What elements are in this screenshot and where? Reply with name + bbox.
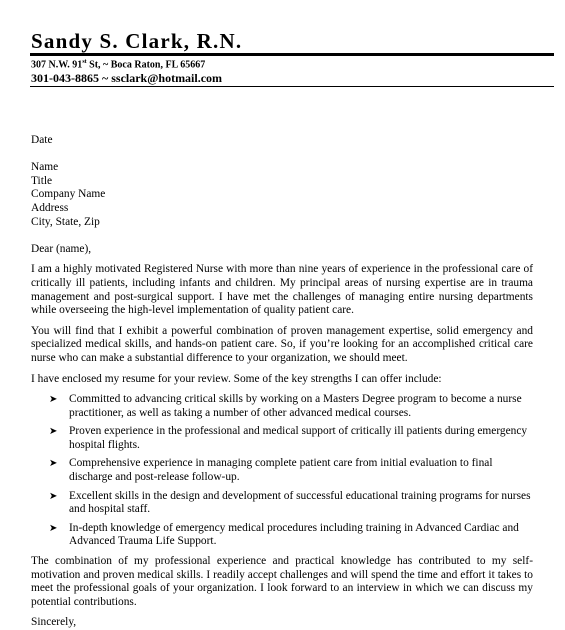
letterhead-contact: 301-043-8865 ~ ssclark@hotmail.com [31, 71, 223, 85]
arrowhead-bullet-icon: ➤ [49, 394, 58, 406]
list-item [31, 490, 533, 517]
letterhead-name: Sandy S. Clark, R.N. [31, 29, 243, 53]
letter-body [31, 134, 533, 630]
letter-date: Date [31, 134, 53, 146]
list-item [31, 522, 533, 549]
salutation: Dear (name), [31, 242, 92, 255]
signoff: Sincerely, [31, 616, 77, 629]
letterhead-divider-thick [30, 53, 554, 56]
letterhead-divider-thin [30, 86, 554, 87]
arrowhead-bullet-icon: ➤ [49, 458, 58, 470]
list-item-text: Excellent skills in the design and development of successful educational training programs for nurses and hospital staff. [69, 489, 531, 516]
list-item [31, 393, 533, 420]
paragraph-value: You will find that I exhibit a powerful combination of proven management expertise, solid emergency and specialized medical skills, and hands-on patient care. So, if you’re looking for an accomplished critical care nurse who can make a substantial difference to your organization, we should meet. [31, 324, 533, 364]
list-item [31, 425, 533, 452]
paragraph-intro: I am a highly motivated Registered Nurse with more than nine years of experience in the professional care of critically ill patients, including infants and children. My principal areas of nursing expertise are in trauma management and post-surgical support. I have met the challenges of managing entire nursing departments while overseeing the high-level implementation of quality patient care. [31, 263, 533, 317]
recipient-company: Company Name [31, 188, 106, 201]
list-item [31, 457, 533, 484]
arrowhead-bullet-icon: ➤ [49, 522, 58, 534]
list-item-text: Comprehensive experience in managing complete patient care from initial evaluation to final discharge and post-release follow-up. [69, 457, 493, 484]
list-item-text: Proven experience in the professional and medical support of critically ill patients during emergency hospital flights. [69, 425, 528, 451]
recipient-city-state-zip: City, State, Zip [31, 215, 100, 228]
list-item-text: In-depth knowledge of emergency medical procedures including training in Advanced Cardiac and Advanced Trauma Life Support. [69, 521, 519, 548]
paragraph-strengths-lead: I have enclosed my resume for your review. Some of the key strengths I can offer include: [31, 372, 442, 385]
arrowhead-bullet-icon: ➤ [49, 426, 58, 438]
strengths-list [31, 393, 533, 549]
address-ordinal: st [82, 59, 87, 65]
recipient-title: Title [31, 174, 53, 187]
list-item-text: Committed to advancing critical skills by working on a Masters Degree program to become a nurse practitioner, as well as taking a number of other advanced medical courses. [69, 393, 522, 419]
paragraph-closing: The combination of my professional experience and practical knowledge has contributed to my self-motivation and proven medical skills. I readily accept challenges and will spend the time and effort it takes to meet the professional goals of your organization. I look forward to an interview in which we can discuss my potential contributions. [31, 555, 533, 608]
recipient-name: Name [31, 161, 59, 174]
arrowhead-bullet-icon: ➤ [49, 490, 58, 502]
address-city: St, ~ Boca Raton, FL 65667 [86, 59, 206, 71]
letterhead-address [31, 59, 205, 70]
address-street: 307 N.W. 91 [31, 59, 83, 71]
recipient-address: Address [31, 201, 69, 214]
